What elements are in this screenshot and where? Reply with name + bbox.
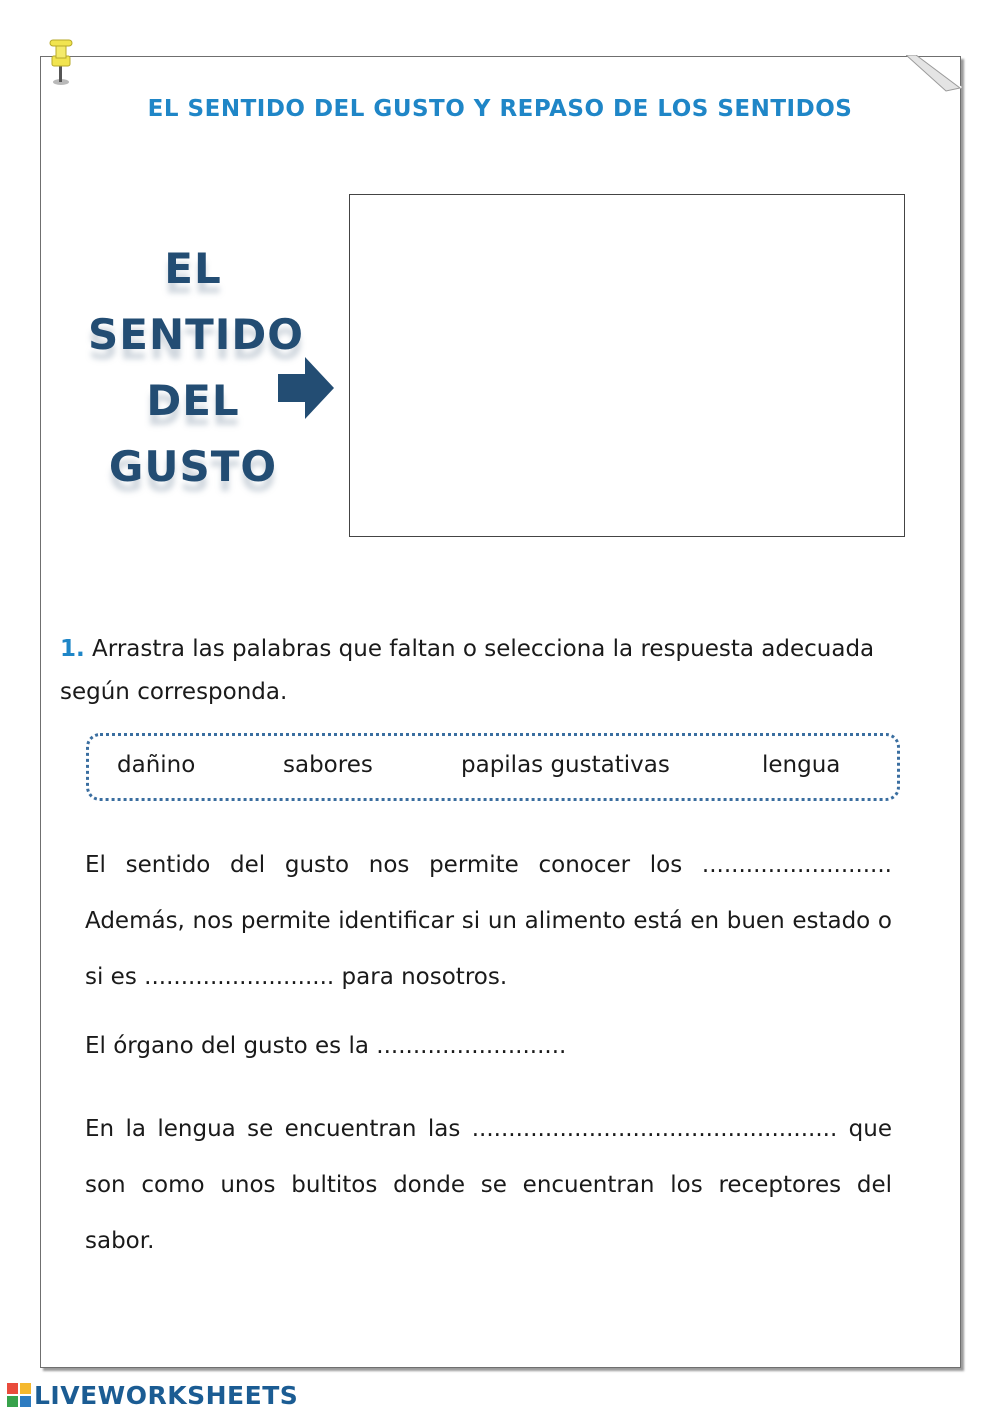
text-segment: El órgano del gusto es la	[85, 1033, 377, 1059]
footer-brand	[6, 1381, 298, 1409]
heading-line: SENTIDO	[88, 310, 304, 359]
text-segment: El sentido del gusto nos permite conocer los	[85, 852, 702, 878]
drop-blank-3[interactable]: ..........................	[376, 1033, 567, 1059]
paragraph-senses	[85, 837, 892, 1005]
instruction-text: Arrastra las palabras que faltan o selecciona la respuesta adecuada según corresponda.	[60, 636, 875, 705]
brand-name: LIVEWORKSHEETS	[34, 1380, 299, 1410]
topic-heading	[88, 236, 304, 500]
paragraph-organ	[85, 1028, 892, 1064]
liveworksheets-logo-icon	[6, 1382, 32, 1408]
draggable-word[interactable]: papilas gustativas	[461, 752, 670, 778]
page-title: EL SENTIDO DEL GUSTO Y REPASO DE LOS SENTIDOS	[147, 96, 853, 122]
text-segment: que son como unos bultitos donde se encuentran los receptores del sabor.	[85, 1116, 892, 1254]
exercise-number: 1.	[60, 636, 85, 662]
pushpin-icon	[44, 38, 84, 88]
heading-line: DEL	[146, 376, 240, 425]
drop-blank-2[interactable]: ..........................	[144, 964, 335, 990]
exercise-instruction	[60, 628, 940, 714]
drop-blank-1[interactable]: ..........................	[701, 852, 892, 878]
page-corner-fold	[906, 55, 962, 93]
paragraph-tongue	[85, 1101, 892, 1269]
image-placeholder-box	[349, 194, 905, 537]
text-segment: En la lengua se encuentran las	[85, 1116, 472, 1142]
draggable-word[interactable]: lengua	[762, 752, 841, 778]
draggable-word[interactable]: dañino	[117, 752, 196, 778]
text-segment: Además, nos permite identificar si un alimento está en buen estado o si es	[85, 908, 892, 990]
right-arrow-icon	[277, 356, 335, 420]
draggable-word[interactable]: sabores	[283, 752, 373, 778]
text-segment: para nosotros.	[334, 964, 508, 990]
heading-line: EL	[164, 244, 222, 293]
heading-line: GUSTO	[108, 442, 278, 491]
drop-blank-4[interactable]: ..................................................	[471, 1116, 838, 1142]
